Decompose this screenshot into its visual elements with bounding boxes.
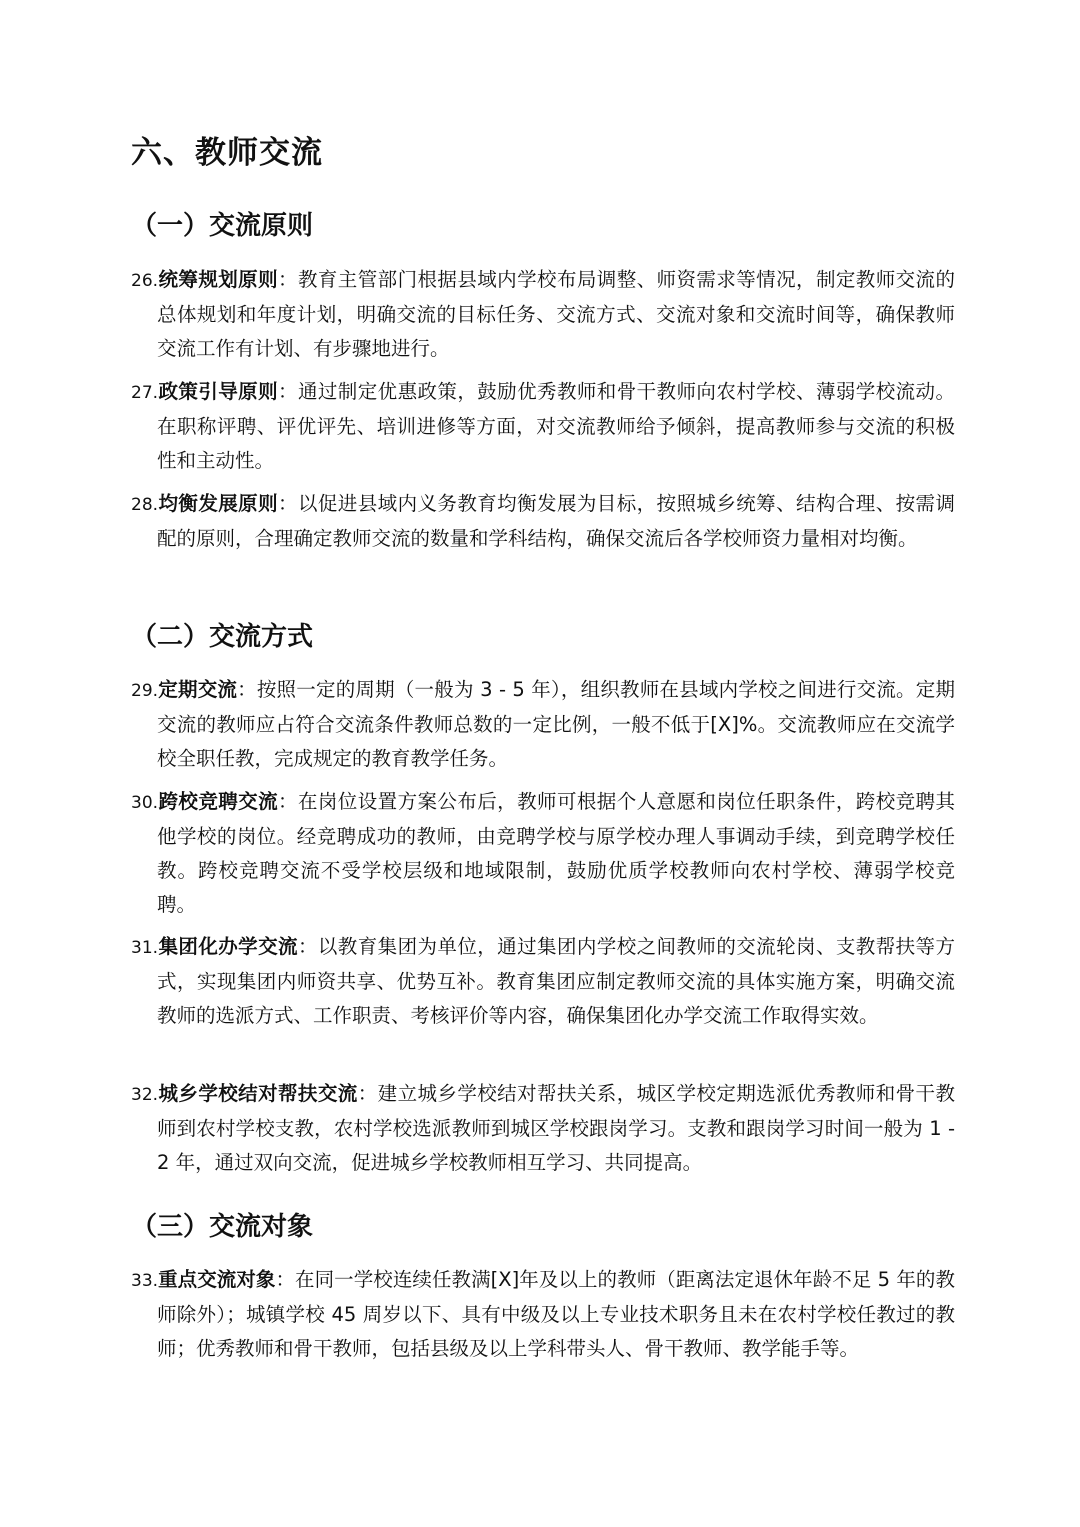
item-term: 均衡发展原则 [158, 492, 279, 515]
item-text: 在岗位设置方案公布后，教师可根据个人意愿和岗位任职条件，跨校竞聘其他学校的岗位。经竞聘成功的教师，由竞聘学校与原学校办理人事调动手续，到竞聘学校任教。跨校竞聘交流不受学校层级和地域限制，鼓励优质学校教师向农村学校、薄弱学校竞聘。 [157, 790, 955, 916]
item-text: 按照一定的周期（一般为 3 - 5 年），组织教师在县域内学校之间进行交流。定期交流的教师应占符合交流条件教师总数的一定比例，一般不低于[X]%。交流教师应在交流学校全职任教，完成规定的教育教学任务。 [157, 678, 955, 770]
item-text: 在同一学校连续任教满[X]年及以上的教师（距离法定退休年龄不足 5 年的教师除外）；城镇学校 45 周岁以下、具有中级及以上专业技术职务且未在农村学校任教过的教师；优秀教师和骨干教师，包括县级及以上学科带头人、骨干教师、教学能手等。 [157, 1268, 955, 1360]
list-item-31 [131, 930, 955, 1033]
item-term: 城乡学校结对帮扶交流 [158, 1082, 358, 1105]
item-text: 教育主管部门根据县域内学校布局调整、师资需求等情况，制定教师交流的总体规划和年度计划，明确交流的目标任务、交流方式、交流对象和交流时间等，确保教师交流工作有计划、有步骤地进行。 [157, 268, 955, 360]
item-separator: ： [278, 268, 298, 291]
chapter-title: 六、教师交流 [131, 135, 323, 171]
item-separator: ： [275, 1268, 296, 1291]
item-number: 30. [131, 793, 159, 813]
item-term: 政策引导原则 [158, 380, 279, 403]
item-term: 统筹规划原则 [158, 268, 279, 291]
item-number: 28. [131, 495, 159, 515]
list-item-30 [131, 785, 955, 922]
item-separator: ： [278, 790, 298, 813]
item-term: 定期交流 [158, 678, 238, 701]
item-separator: ： [278, 492, 298, 515]
item-number: 29. [131, 681, 159, 701]
item-number: 33. [131, 1271, 159, 1291]
section-title-targets: （三）交流对象 [131, 1212, 314, 1242]
item-text: 以教育集团为单位，通过集团内学校之间教师的交流轮岗、支教帮扶等方式，实现集团内师资共享、优势互补。教育集团应制定教师交流的具体实施方案，明确交流教师的选派方式、工作职责、考核评价等内容，确保集团化办学交流工作取得实效。 [157, 935, 955, 1027]
item-text: 通过制定优惠政策，鼓励优秀教师和骨干教师向农村学校、薄弱学校流动。在职称评聘、评优评先、培训进修等方面，对交流教师给予倾斜，提高教师参与交流的积极性和主动性。 [157, 380, 955, 472]
item-term: 重点交流对象 [158, 1268, 276, 1291]
item-term: 跨校竞聘交流 [158, 790, 279, 813]
section-title-methods: （二）交流方式 [131, 622, 314, 652]
list-item-33 [131, 1263, 955, 1366]
item-text: 以促进县域内义务教育均衡发展为目标，按照城乡统筹、结构合理、按需调配的原则，合理确定教师交流的数量和学科结构，确保交流后各学校师资力量相对均衡。 [157, 492, 955, 550]
list-item-32 [131, 1077, 955, 1180]
list-item-26 [131, 263, 955, 366]
item-text: 建立城乡学校结对帮扶关系，城区学校定期选派优秀教师和骨干教师到农村学校支教，农村学校选派教师到城区学校跟岗学习。支教和跟岗学习时间一般为 1 - 2 年，通过双向交流，促进城乡学校教师相互学习、共同提高。 [157, 1082, 955, 1174]
item-number: 31. [131, 938, 159, 958]
item-term: 集团化办学交流 [158, 935, 298, 958]
item-number: 27. [131, 383, 159, 403]
list-item-29 [131, 673, 955, 776]
item-separator: ： [237, 678, 257, 701]
item-separator: ： [297, 935, 318, 958]
section-title-principles: （一）交流原则 [131, 211, 314, 241]
list-item-27 [131, 375, 955, 478]
item-number: 32. [131, 1085, 159, 1105]
item-separator: ： [357, 1082, 378, 1105]
item-separator: ： [278, 380, 298, 403]
item-number: 26. [131, 271, 159, 291]
list-item-28 [131, 487, 955, 556]
